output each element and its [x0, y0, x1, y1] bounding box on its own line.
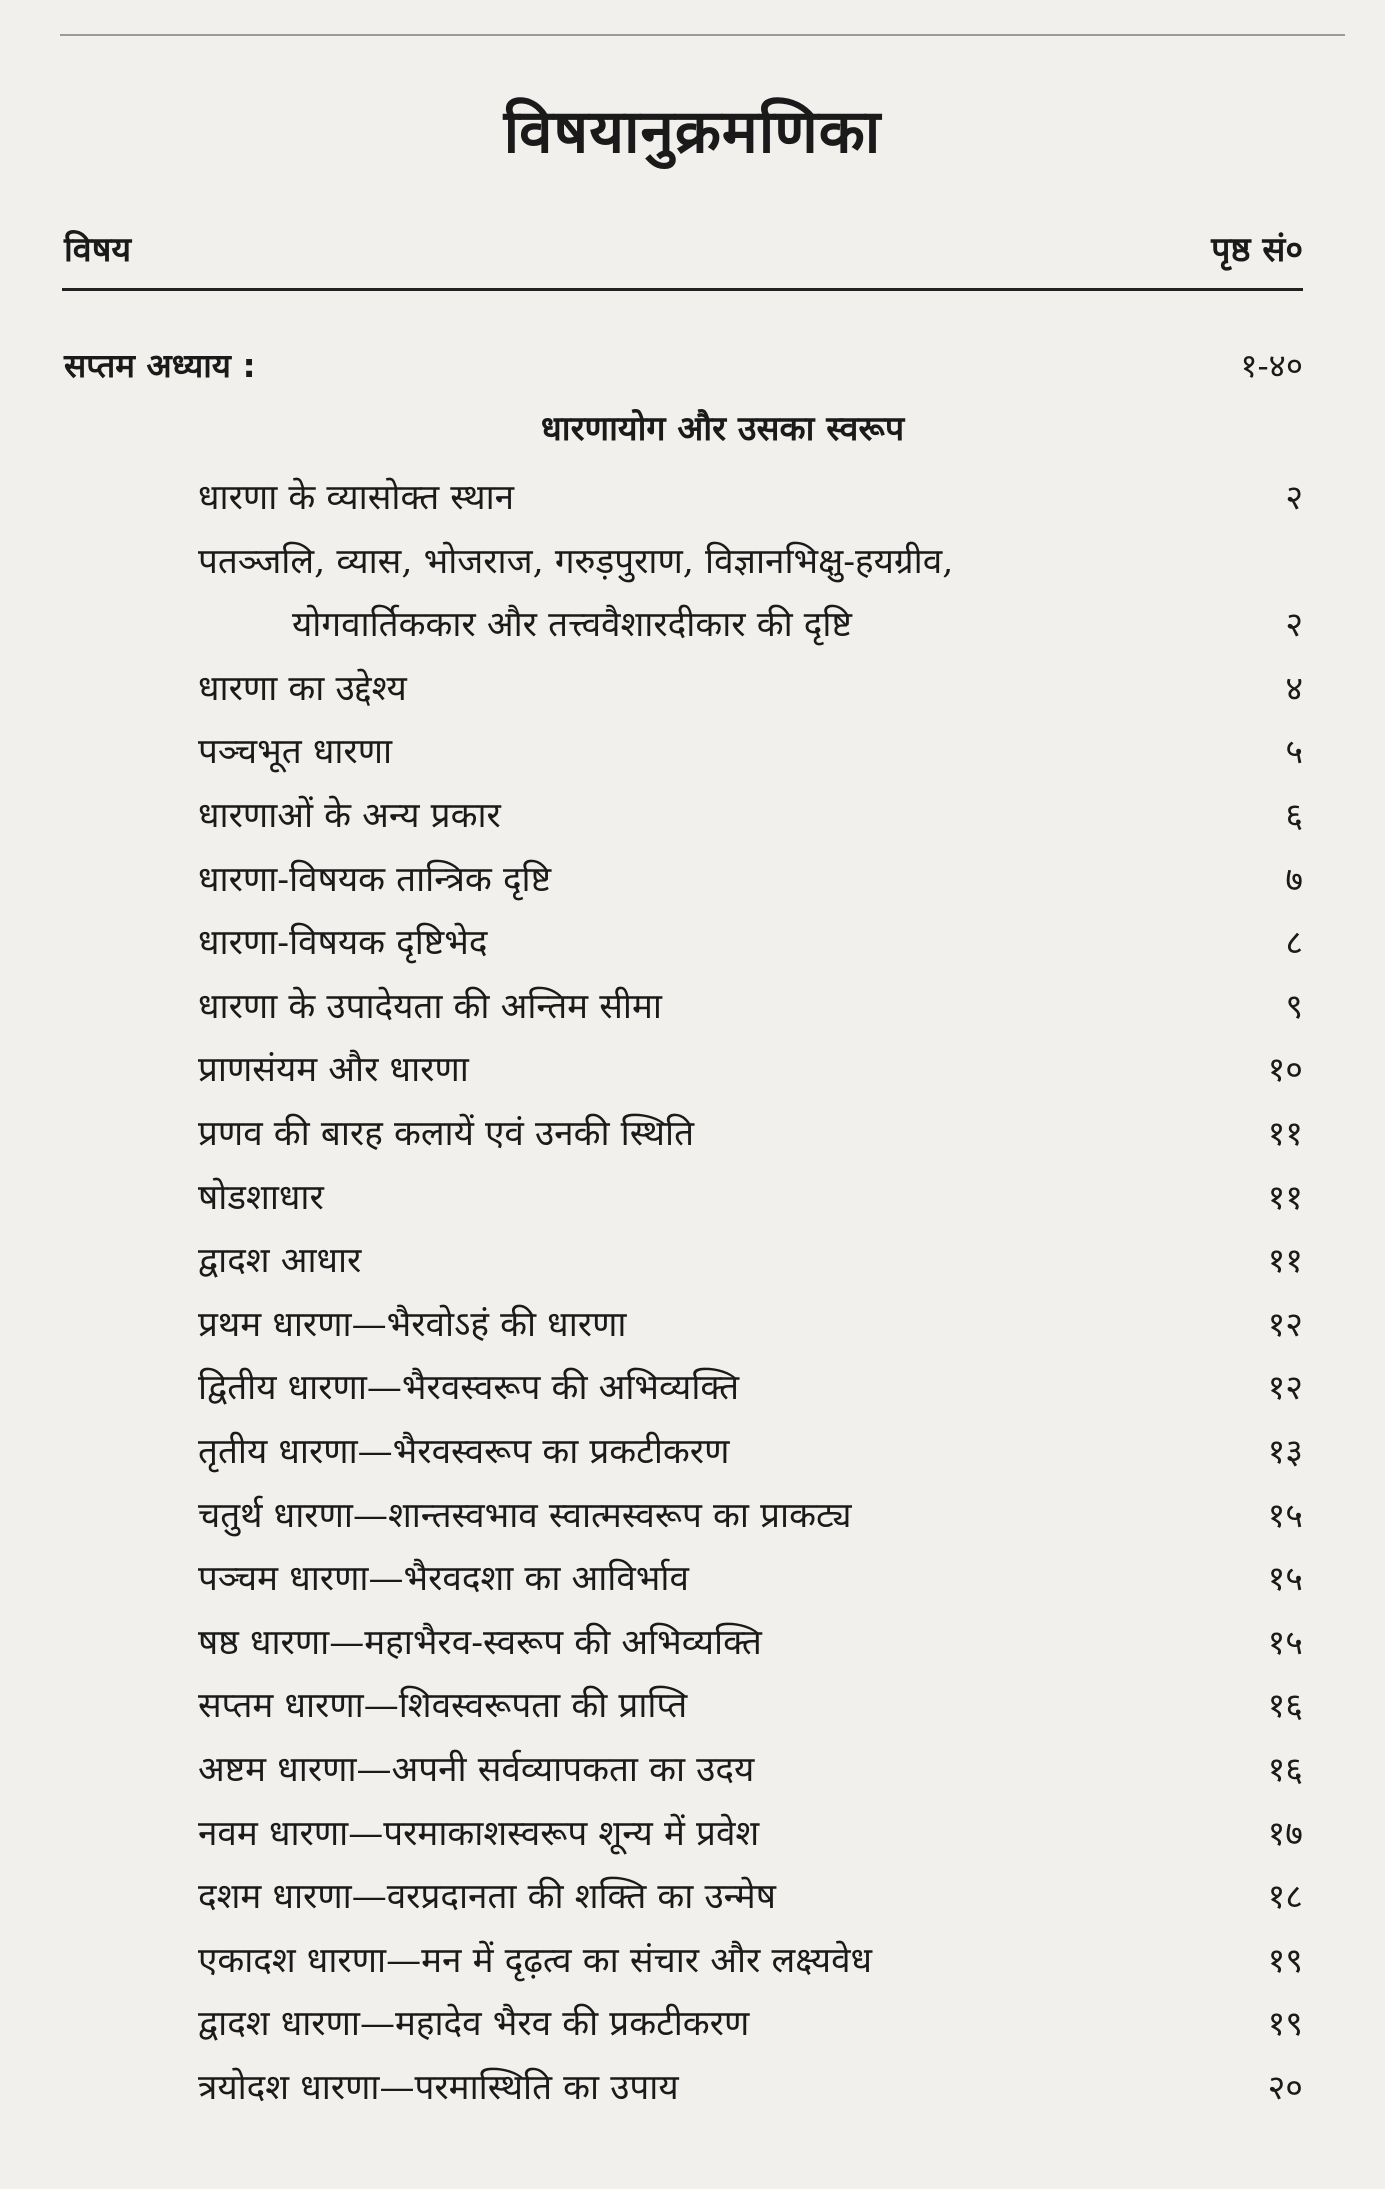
toc-entry-page: ५	[1285, 732, 1303, 773]
toc-entry	[198, 850, 1303, 910]
section-title: धारणायोग और उसका स्वरूप	[540, 409, 905, 449]
toc-entry-text: धारणाओं के अन्य प्रकार	[198, 796, 501, 836]
column-header-subject: विषय	[64, 230, 132, 270]
toc-entry-page: ७	[1285, 859, 1303, 900]
toc-entry-page: ४	[1285, 668, 1303, 709]
page-title: विषयानुक्रमणिका	[503, 97, 882, 167]
toc-entry	[198, 977, 1303, 1037]
toc-entry	[198, 1931, 1303, 1991]
toc-entry-text: धारणा-विषयक तान्त्रिक दृष्टि	[198, 859, 552, 900]
chapter-label: सप्तम अध्याय :	[64, 346, 256, 385]
toc-entry	[198, 1295, 1303, 1355]
toc-entry-page: १८	[1267, 1877, 1303, 1918]
toc-entry	[198, 1549, 1303, 1609]
toc-entry-text: षोडशाधार	[198, 1177, 324, 1218]
toc-entry-page: २	[1285, 478, 1303, 518]
toc-entry-text: प्रणव की बारह कलायें एवं उनकी स्थिति	[198, 1114, 695, 1154]
toc-entry	[198, 1613, 1303, 1673]
toc-entry-page: ११	[1267, 1114, 1303, 1154]
toc-entry-page: १५	[1267, 1495, 1303, 1536]
toc-entry-text: प्रथम धारणा—भैरवोऽहं की धारणा	[198, 1304, 627, 1345]
toc-entry	[198, 1804, 1303, 1864]
toc-entry-page: १५	[1267, 1622, 1303, 1663]
toc-entry-page: २०	[1267, 2068, 1303, 2108]
toc-entry-page: १९	[1267, 2004, 1303, 2045]
toc-entry-page: १२	[1267, 1368, 1303, 1409]
column-header-page-no: पृष्ठ सं०	[1211, 230, 1303, 270]
toc-entry	[198, 1676, 1303, 1736]
toc-entry-text: योगवार्तिककार और तत्त्ववैशारदीकार की दृष्टि	[292, 605, 852, 646]
toc-entry-page: १७	[1267, 1813, 1303, 1854]
toc-entry-text: द्वादश धारणा—महादेव भैरव की प्रकटीकरण	[198, 2004, 750, 2045]
toc-entry-text: त्रयोदश धारणा—परमास्थिति का उपाय	[198, 2068, 679, 2108]
toc-entry	[198, 1740, 1303, 1800]
toc-entry-text: धारणा के उपादेयता की अन्तिम सीमा	[198, 986, 662, 1027]
toc-entry-text: अष्टम धारणा—अपनी सर्वव्यापकता का उदय	[198, 1750, 755, 1790]
top-rule	[60, 34, 1345, 36]
toc-entry-text: चतुर्थ धारणा—शान्तस्वभाव स्वात्मस्वरूप का प्राकट्य	[198, 1495, 852, 1536]
chapter-page-range: १-४०	[1240, 346, 1303, 385]
toc-entry-text: पञ्चभूत धारणा	[198, 732, 393, 773]
toc-entry-page: १६	[1267, 1686, 1303, 1727]
toc-entry-page: ११	[1267, 1241, 1303, 1282]
toc-entry	[198, 1040, 1303, 1100]
toc-entry	[198, 595, 1303, 655]
toc-entry-text: तृतीय धारणा—भैरवस्वरूप का प्रकटीकरण	[198, 1432, 730, 1472]
toc-entry-text: पञ्चम धारणा—भैरवदशा का आविर्भाव	[198, 1559, 689, 1600]
toc-entry	[198, 722, 1303, 782]
toc-entry-page: ११	[1267, 1177, 1303, 1218]
toc-entry-text: द्वितीय धारणा—भैरवस्वरूप की अभिव्यक्ति	[198, 1368, 740, 1409]
toc-entry-text: धारणा के व्यासोक्त स्थान	[198, 478, 515, 518]
chapter-heading	[64, 342, 1303, 387]
toc-entry-text: प्राणसंयम और धारणा	[198, 1050, 469, 1091]
toc-entry-page: २	[1285, 605, 1303, 646]
toc-entry-page: १६	[1267, 1750, 1303, 1790]
toc-entry	[198, 468, 1303, 528]
toc-entry-page: १३	[1267, 1432, 1303, 1472]
toc-entry	[198, 2058, 1303, 2118]
toc-entry-page: ६	[1285, 796, 1303, 836]
toc-entry	[198, 1867, 1303, 1927]
toc-entry-text: द्वादश आधार	[198, 1241, 362, 1282]
toc-entry	[198, 1486, 1303, 1546]
toc-entry-page: १२	[1267, 1304, 1303, 1345]
toc-entry-page: ८	[1285, 923, 1303, 964]
toc-entry-text: नवम धारणा—परमाकाशस्वरूप शून्य में प्रवेश	[198, 1813, 760, 1854]
toc-entry	[198, 1168, 1303, 1228]
toc-entry-page: १५	[1267, 1559, 1303, 1600]
toc-entry-text: एकादश धारणा—मन में दृढ़त्व का संचार और लक्ष्यवेध	[198, 1940, 873, 1981]
toc-entry-page: १९	[1267, 1940, 1303, 1981]
toc-entry	[198, 1231, 1303, 1291]
toc-entry	[198, 913, 1303, 973]
toc-entry	[198, 659, 1303, 719]
toc-entry-text: धारणा का उद्देश्य	[198, 668, 407, 709]
toc-entry	[198, 1422, 1303, 1482]
toc-entry-page: ९	[1285, 986, 1303, 1027]
toc-entry-text: षष्ठ धारणा—महाभैरव-स्वरूप की अभिव्यक्ति	[198, 1622, 762, 1663]
toc-entry-text: धारणा-विषयक दृष्टिभेद	[198, 923, 488, 964]
toc-entry	[198, 1994, 1303, 2054]
toc-entry	[198, 786, 1303, 846]
toc-entry-text: पतञ्जलि, व्यास, भोजराज, गरुड़पुराण, विज्ञानभिक्षु-हयग्रीव,	[198, 541, 954, 582]
header-rule	[62, 288, 1303, 291]
toc-entry-text: सप्तम धारणा—शिवस्वरूपता की प्राप्ति	[198, 1686, 688, 1727]
toc-entry	[198, 1358, 1303, 1418]
toc-entry	[198, 1104, 1303, 1164]
toc-entry	[198, 532, 1303, 592]
toc-entry-text: दशम धारणा—वरप्रदानता की शक्ति का उन्मेष	[198, 1877, 776, 1918]
toc-entry-page: १०	[1267, 1050, 1303, 1091]
